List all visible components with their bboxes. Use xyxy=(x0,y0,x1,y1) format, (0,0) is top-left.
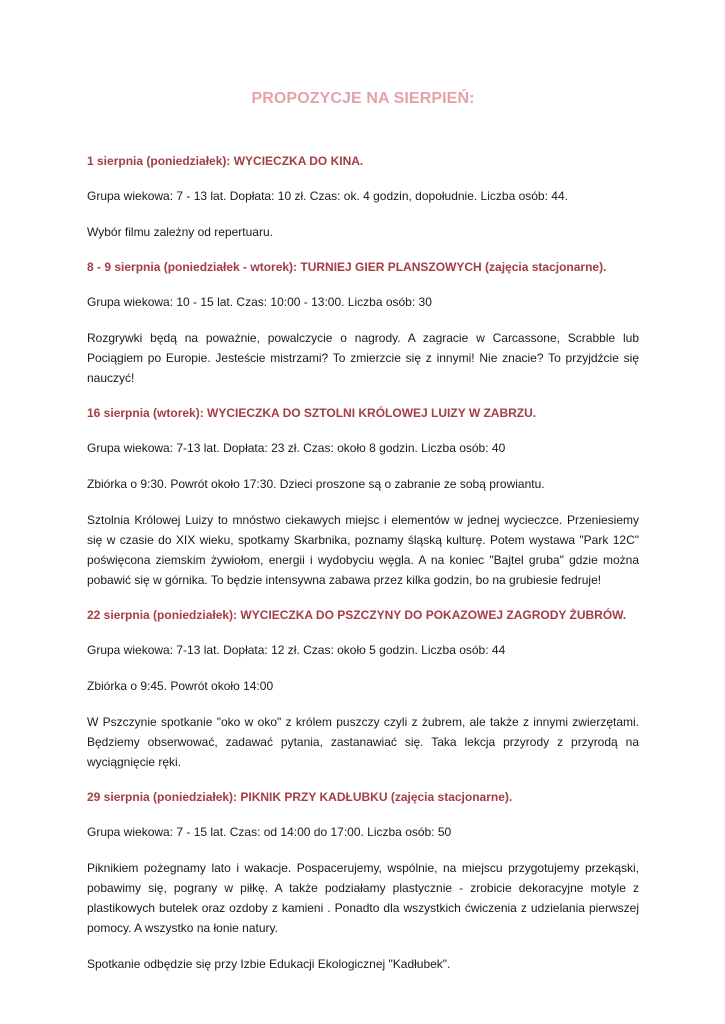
event-description: Piknikiem pożegnamy lato i wakacje. Pospacerujemy, wspólnie, na miejscu przygotujemy przekąski, pobawimy się, pograny w piłkę. A także podziałamy plastycznie - zrobicie dekoracyjne motyle z plastikowych butelek oraz ozdoby z kamieni . Ponadto dla wszystkich ćwiczenia z udzielania pierwszej pomocy. A wszystko na łonie natury. xyxy=(87,861,639,935)
event-details: Grupa wiekowa: 7 - 15 lat. Czas: od 14:00 do 17:00. Liczba osób: 50 xyxy=(87,825,452,839)
event-details: Grupa wiekowa: 10 - 15 lat. Czas: 10:00 - 13:00. Liczba osób: 30 xyxy=(87,295,432,309)
event-details: Grupa wiekowa: 7 - 13 lat. Dopłata: 10 zł. Czas: ok. 4 godzin, dopołudnie. Liczba osób: 44. xyxy=(87,189,568,203)
event-description: W Pszczynie spotkanie "oko w oko" z królem puszczy czyli z żubrem, ale także z innymi zwierzętami. Będziemy obserwować, zadawać pytania, zastanawiać się. Taka lekcja przyrody z przyrodą na wyciągnięcie ręki. xyxy=(87,715,639,769)
page-title: PROPOZYCJE NA SIERPIEŃ: xyxy=(251,90,475,107)
event-1 xyxy=(87,152,639,242)
event-5 xyxy=(87,788,639,974)
event-description: Rozgrywki będą na poważnie, powalczycie o nagrody. A zagracie w Carcassone, Scrabble lub Pociągiem po Europie. Jesteście mistrzami? To zmierzcie się z innymi! Nie znacie? To przyjdźcie się nauczyć! xyxy=(87,331,639,385)
event-2 xyxy=(87,258,639,388)
event-details: Grupa wiekowa: 7-13 lat. Dopłata: 23 zł. Czas: około 8 godzin. Liczba osób: 40 xyxy=(87,441,506,455)
event-heading: 29 sierpnia (poniedziałek): PIKNIK PRZY KADŁUBKU (zajęcia stacjonarne). xyxy=(87,790,513,804)
event-meeting-info: Zbiórka o 9:30. Powrót około 17:30. Dzieci proszone są o zabranie ze sobą prowiantu. xyxy=(87,477,545,491)
event-heading: 22 sierpnia (poniedziałek): WYCIECZKA DO PSZCZYNY DO POKAZOWEJ ZAGRODY ŻUBRÓW. xyxy=(87,608,627,622)
event-4 xyxy=(87,606,639,772)
event-description: Sztolnia Królowej Luizy to mnóstwo ciekawych miejsc i elementów w jednej wycieczce. Przeniesiemy się w czasie do XIX wieku, spotkamy Skarbnika, poznamy śląską kulturę. Potem wystawa "Park 12C" poświęcona ziemskim żywiołom, energii i wydobyciu węgla. A na koniec "Bajtel gruba" gdzie można pobawić się w górnika. To będzie intensywna zabawa przez kilka godzin, bo na grubiesie fedruje! xyxy=(87,513,639,587)
event-heading: 1 sierpnia (poniedziałek): WYCIECZKA DO KINA. xyxy=(87,154,364,168)
document-content xyxy=(87,152,639,990)
event-location: Spotkanie odbędzie się przy Izbie Edukacji Ekologicznej "Kadłubek". xyxy=(87,957,451,971)
event-description: Wybór filmu zależny od repertuaru. xyxy=(87,225,273,239)
event-heading: 16 sierpnia (wtorek): WYCIECZKA DO SZTOLNI KRÓLOWEJ LUIZY W ZABRZU. xyxy=(87,406,537,420)
event-meeting-info: Zbiórka o 9:45. Powrót około 14:00 xyxy=(87,679,274,693)
event-heading: 8 - 9 sierpnia (poniedziałek - wtorek): TURNIEJ GIER PLANSZOWYCH (zajęcia stacjonarne). xyxy=(87,260,607,274)
event-details: Grupa wiekowa: 7-13 lat. Dopłata: 12 zł. Czas: około 5 godzin. Liczba osób: 44 xyxy=(87,643,506,657)
event-3 xyxy=(87,404,639,590)
